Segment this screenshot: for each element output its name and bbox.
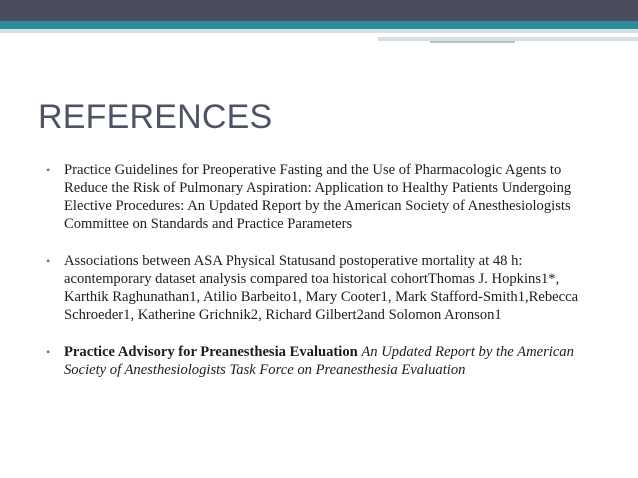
bullet-icon: •	[46, 254, 51, 268]
reference-title-bold: Practice Advisory for Preanesthesia Evaluation	[64, 344, 358, 360]
header-band-light	[0, 29, 638, 33]
reference-list	[44, 161, 604, 379]
bullet-icon: •	[46, 163, 51, 177]
reference-item-2	[44, 252, 604, 324]
reference-subtitle-italic: An Updated Report by the American Society of Anesthesiologists Task Force on Preanesthesia Evaluation	[64, 344, 574, 378]
reference-text: Associations between ASA Physical Statusand postoperative mortality at 48 h: acontemporary dataset analysis compared toa historical cohortThomas J. Hopkins1*, Karthik Raghunathan1, Atilio Barbeito1, Mary Cooter1, Mark Stafford-Smith1,Rebecca Schroeder1, Katherine Grichnik2, Richard Gilbert2and Solomon Aronson1	[64, 253, 579, 323]
header-band-dark	[0, 0, 638, 21]
reference-text: Practice Guidelines for Preoperative Fasting and the Use of Pharmacologic Agents to Reduce the Risk of Pulmonary Aspiration: Application to Healthy Patients Undergoing Elective Procedures: An Updated Report by the American Society of Anesthesiologists Committee on Standards and Practice Parameters	[64, 162, 572, 232]
bullet-icon: •	[46, 345, 51, 359]
reference-item-1	[44, 161, 604, 233]
slide-title: REFERENCES	[38, 98, 273, 136]
header-accent-line	[430, 41, 515, 43]
reference-item-3	[44, 343, 604, 379]
header-band-teal	[0, 21, 638, 29]
